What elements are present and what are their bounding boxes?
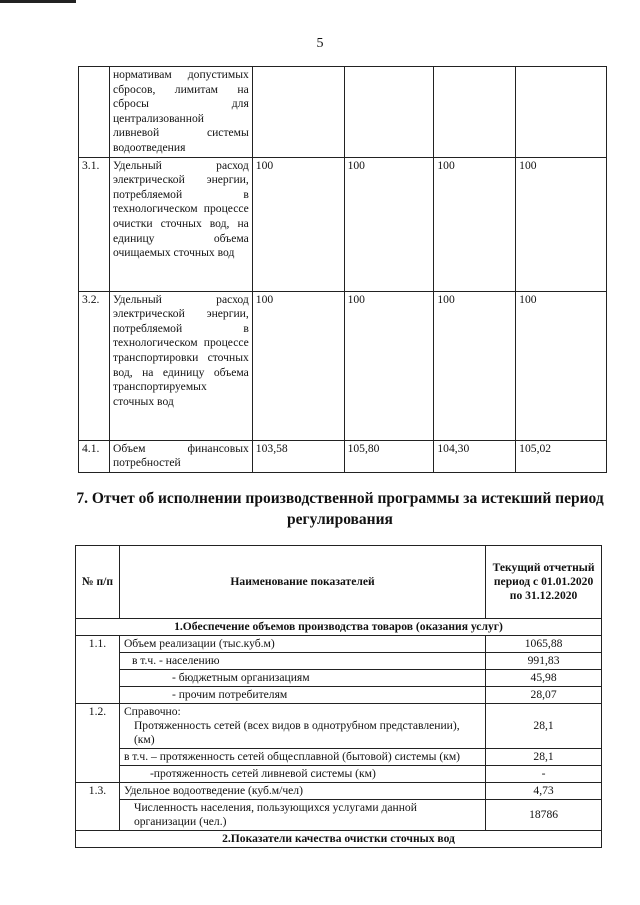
row-name: - прочим потребителям — [119, 687, 485, 704]
row-value: 28,1 — [486, 704, 602, 749]
section-heading: 7. Отчет об исполнении производственной программы за истекший период регулирования — [76, 490, 604, 528]
page-number: 5 — [316, 36, 324, 51]
row-name: - бюджетным организациям — [119, 670, 485, 687]
row-name: Численность населения, пользующихся услугами данной организации (чел.) — [119, 800, 485, 831]
row-value: 104,30 — [434, 440, 516, 472]
row-value: 18786 — [486, 800, 602, 831]
table-row — [79, 440, 607, 472]
table-row — [76, 766, 602, 783]
row-number: 3.2. — [79, 291, 110, 440]
row-number — [79, 67, 110, 158]
row-name: в т.ч. - населению — [119, 653, 485, 670]
row-value: 1065,88 — [486, 636, 602, 653]
row-number: 1.1. — [76, 636, 120, 704]
row-value: 100 — [516, 157, 607, 291]
section-row — [76, 831, 602, 848]
row-name: Удельный расход электрической энергии, потребляемой в технологическом процессе транспортировки сточных вод, на единицу объема транспортируемых сточных вод — [109, 291, 252, 440]
indicators-table — [78, 66, 607, 473]
top-rule — [0, 0, 76, 3]
row-value: 45,98 — [486, 670, 602, 687]
report-table — [75, 545, 602, 848]
row-number: 1.2. — [76, 704, 120, 783]
row-number: 4.1. — [79, 440, 110, 472]
row-number: 3.1. — [79, 157, 110, 291]
table-row — [79, 291, 607, 440]
row-value: - — [486, 766, 602, 783]
row-value: 100 — [516, 291, 607, 440]
row-number: 1.3. — [76, 783, 120, 831]
row-value: 4,73 — [486, 783, 602, 800]
table-row — [76, 653, 602, 670]
header-row — [76, 546, 602, 619]
row-value: 100 — [344, 291, 434, 440]
table-row — [79, 157, 607, 291]
section-row — [76, 619, 602, 636]
row-value: 100 — [434, 157, 516, 291]
row-name: в т.ч. – протяженность сетей общесплавной (бытовой) системы (км) — [119, 749, 485, 766]
row-name-line: Справочно: — [123, 705, 181, 718]
row-value: 991,83 — [486, 653, 602, 670]
row-value: 105,02 — [516, 440, 607, 472]
row-value: 100 — [434, 291, 516, 440]
row-name — [119, 704, 485, 749]
row-value: 100 — [252, 291, 344, 440]
col-header-period: Текущий отчетный период с 01.01.2020 по 31.12.2020 — [486, 546, 602, 619]
row-value: 100 — [344, 157, 434, 291]
row-value — [434, 67, 516, 158]
row-value: 103,58 — [252, 440, 344, 472]
row-value — [516, 67, 607, 158]
row-name: Объем финансовых потребностей — [109, 440, 252, 472]
row-name-line: Протяженность сетей (всех видов в однотрубном представлении), (км) — [133, 719, 460, 746]
col-header-name: Наименование показателей — [119, 546, 485, 619]
table-row — [76, 670, 602, 687]
row-name: нормативам допустимых сбросов, лимитам на сбросы для централизованной ливневой системы водоотведения — [109, 67, 252, 158]
row-value — [344, 67, 434, 158]
table-row — [76, 783, 602, 800]
row-name: Удельное водоотведение (куб.м/чел) — [119, 783, 485, 800]
col-header-num: № п/п — [76, 546, 120, 619]
table-row — [76, 636, 602, 653]
row-name: Удельный расход электрической энергии, потребляемой в технологическом процессе очистки сточных вод, на единицу объема очищаемых сточных вод — [109, 157, 252, 291]
table-row — [76, 687, 602, 704]
row-value: 28,1 — [486, 749, 602, 766]
table-row — [76, 800, 602, 831]
table-row — [76, 749, 602, 766]
table-row — [79, 67, 607, 158]
row-name: -протяженность сетей ливневой системы (км) — [119, 766, 485, 783]
row-value — [252, 67, 344, 158]
row-value: 28,07 — [486, 687, 602, 704]
section-title: 2.Показатели качества очистки сточных вод — [76, 831, 602, 848]
row-name: Объем реализации (тыс.куб.м) — [119, 636, 485, 653]
section-title: 1.Обеспечение объемов производства товаров (оказания услуг) — [76, 619, 602, 636]
table-row — [76, 704, 602, 749]
row-value: 105,80 — [344, 440, 434, 472]
row-value: 100 — [252, 157, 344, 291]
